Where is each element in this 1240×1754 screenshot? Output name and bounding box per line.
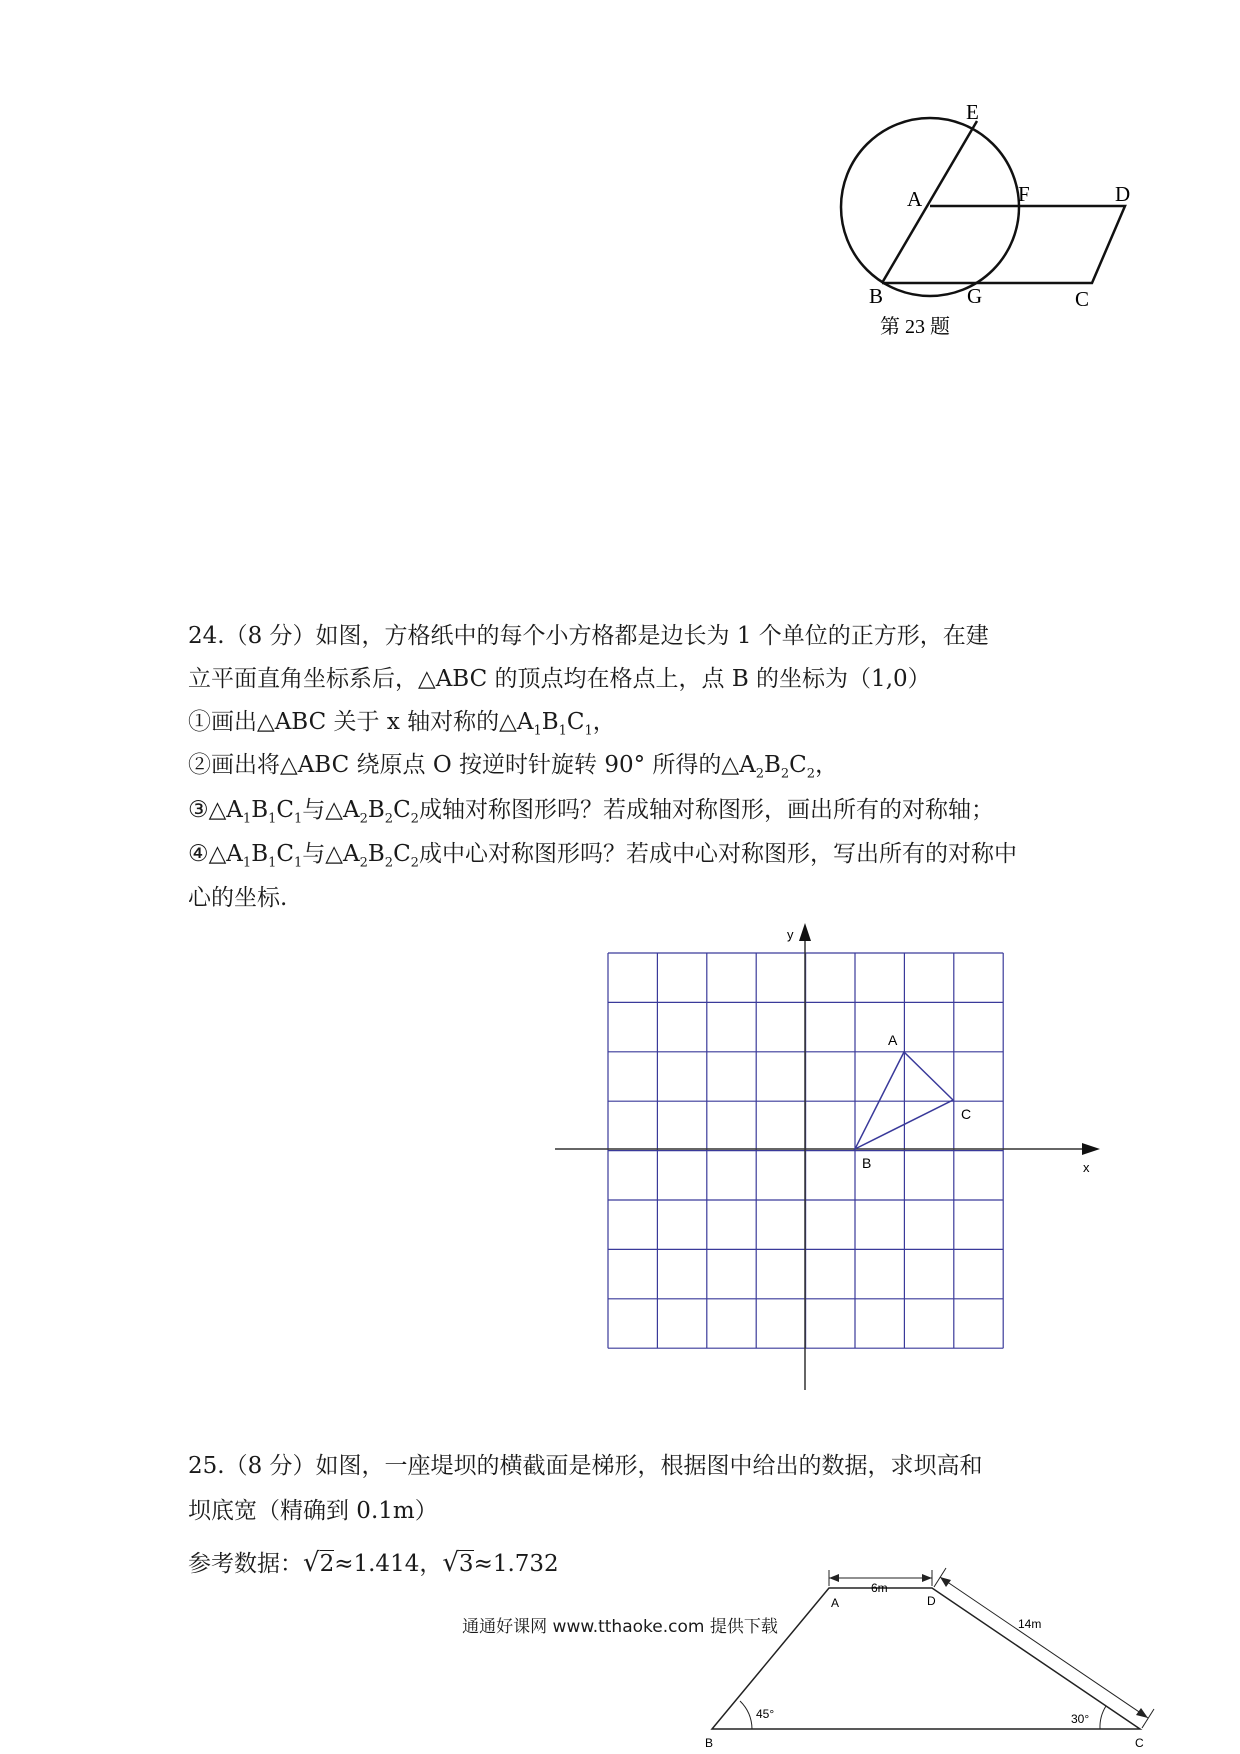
q24-line2: 立平面直角坐标系后，△ABC 的顶点均在格点上，点 B 的坐标为（1,0） (188, 666, 931, 692)
q24-item4-cont: 心的坐标. (188, 885, 288, 911)
q25-line1: 25.（8 分）如图，一座堤坝的横截面是梯形，根据图中给出的数据，求坝高和 (188, 1453, 983, 1479)
q24-item3: $③\triangle A_1B_1C_1$与$\triangle A_2B_2C_2$成轴对称图形吗？若成轴对称图形，画出所有的对称轴； (188, 797, 994, 827)
angle-c-arc (1100, 1706, 1106, 1729)
angle-b-label: 45° (756, 1707, 775, 1721)
point-c-label: C (961, 1106, 972, 1122)
q24-item1: ①画出△ABC 关于 x 轴对称的$\triangle A_1B_1C_1$， (188, 709, 616, 739)
point-b-label: B (862, 1155, 872, 1171)
point-a-label-25: A (831, 1596, 840, 1610)
y-axis-label: y (787, 927, 794, 942)
x-axis-arrow (1082, 1143, 1100, 1155)
diameter-eb (882, 121, 977, 283)
dim-top-arrow-right (922, 1574, 932, 1582)
label-b: B (869, 284, 884, 308)
label-f: F (1018, 182, 1030, 206)
q25-line2: 坝底宽（精确到 0.1m） (188, 1498, 438, 1524)
figure-23-caption: 第 23 题 (880, 316, 950, 338)
angle-c-label: 30° (1071, 1712, 1090, 1726)
label-e: E (966, 100, 979, 124)
q25-reference: 参考数据：√2≈1.414，√3≈1.732 (188, 1548, 559, 1578)
dim-top-label: 6m (871, 1581, 888, 1595)
sqrt2-radical: √ (303, 1548, 320, 1578)
parallelogram-abcd (882, 206, 1125, 283)
q24-line1: 24.（8 分）如图，方格纸中的每个小方格都是边长为 1 个单位的正方形，在建 (188, 623, 989, 649)
label-d: D (1115, 182, 1131, 206)
dim-slant-arrow-top (940, 1577, 951, 1587)
dim-slant-tick-bottom (1142, 1709, 1154, 1728)
q24-item2: ②画出将△ABC 绕原点 O 按逆时针旋转 90° 所得的$\triangle A_2B_2C_2$， (188, 752, 839, 782)
point-a-label: A (888, 1032, 898, 1048)
label-g: G (967, 284, 983, 308)
point-c-label-25: C (1135, 1736, 1144, 1750)
q24-item4: $④\triangle A_1B_1C_1$与$\triangle A_2B_2C_2$成中心对称图形吗？若成中心对称图形，写出所有的对称中 (188, 841, 1017, 871)
q25-trapezoid-figure (700, 1560, 1160, 1750)
y-axis-arrow (799, 923, 811, 941)
dim-slant-tick-top (934, 1568, 946, 1587)
dim-slant-arrow-bottom (1136, 1708, 1148, 1718)
q24-graph (540, 915, 1120, 1400)
figure-23 (820, 95, 1160, 345)
footer-watermark: 通通好课网 www.tthaoke.com 提供下载 (462, 1617, 778, 1637)
point-b-label-25: B (705, 1736, 714, 1750)
label-a: A (907, 187, 923, 211)
point-d-label-25: D (927, 1594, 936, 1608)
angle-b-arc (740, 1701, 752, 1729)
dim-slant-label: 14m (1018, 1617, 1042, 1631)
sqrt3-radical: √ (442, 1548, 459, 1578)
trapezoid-abcd (712, 1588, 1140, 1729)
label-c: C (1075, 287, 1090, 311)
dim-slant-line (940, 1577, 1148, 1718)
dim-top-arrow-left (829, 1574, 839, 1582)
x-axis-label: x (1083, 1160, 1090, 1175)
